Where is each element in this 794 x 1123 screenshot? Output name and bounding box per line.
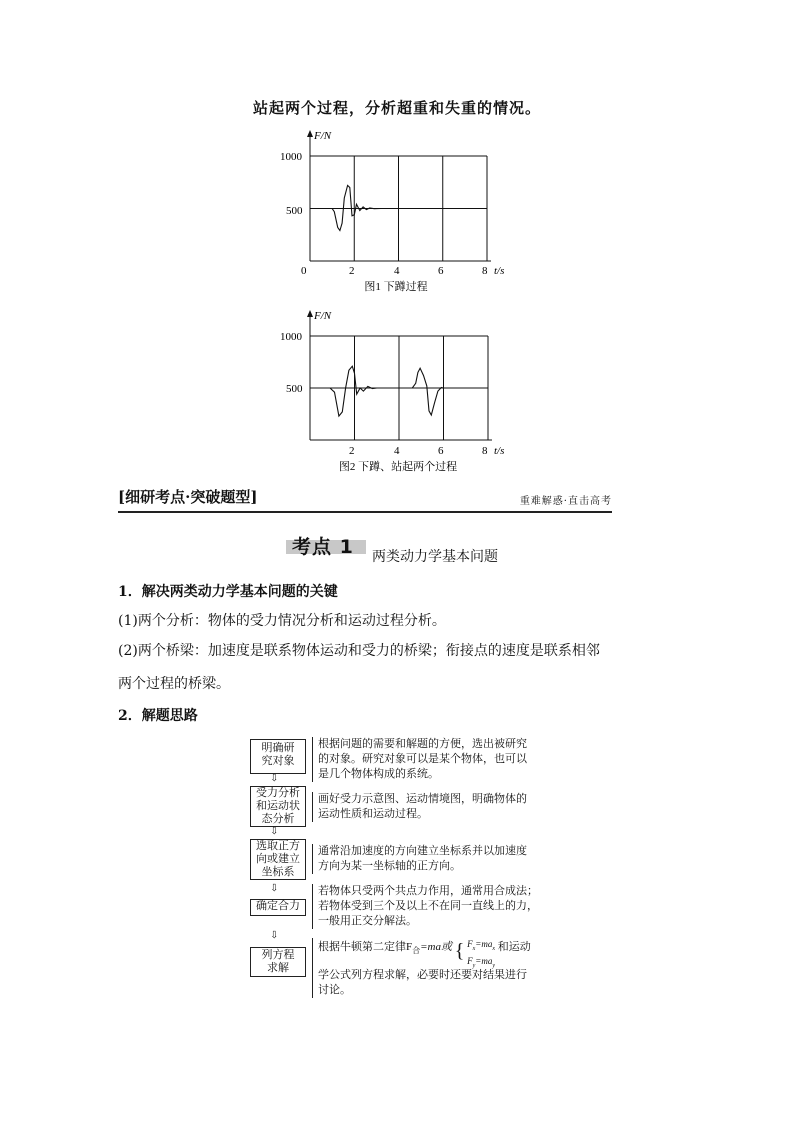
chart-caption: 图2 下蹲、站起两个过程 — [338, 461, 458, 473]
flow-box-line: 坐标系 — [261, 866, 295, 878]
desc-prefix: 根据牛顿第二定律F — [318, 941, 413, 953]
force-curve — [315, 366, 451, 416]
flow-desc-line: 的对象。研究对象可以是某个物体，也可以 — [318, 753, 527, 765]
flow-step-box — [250, 899, 306, 916]
paragraph-two-analyses: (1)两个分析：物体的受力情况分析和运动过程分析。 — [118, 613, 446, 629]
flow-desc-text — [318, 941, 452, 956]
flow-box-line: 列方程 — [261, 949, 295, 961]
topic-title: 两类动力学基本问题 — [372, 549, 498, 565]
flow-desc-line: 画好受力示意图、运动情境图，明确物体的 — [318, 793, 527, 805]
x-tick-label: 8 — [482, 265, 488, 277]
flow-desc-line: 根据问题的需要和解题的方便，选出被研究 — [318, 738, 527, 750]
flow-box-line: 选取正方 — [256, 840, 300, 852]
section-title: [细研考点·突破题型] — [118, 488, 258, 506]
x-tick-label: 2 — [349, 265, 355, 277]
flow-step-box — [250, 839, 306, 880]
flow-box-line: 明确研 — [261, 742, 295, 754]
down-arrow-icon: ⇩ — [270, 930, 279, 941]
paragraph-two-bridges-line1: (2)两个桥梁：加速度是联系物体运动和受力的桥梁；衔接点的速度是联系相邻 — [118, 643, 600, 659]
x-axis-label: t/s — [494, 265, 505, 277]
flow-box-line: 究对象 — [261, 755, 295, 767]
flow-desc-line: 一般用正交分解法。 — [318, 915, 417, 927]
y-tick-label: 1000 — [280, 151, 302, 163]
equation-system — [467, 938, 495, 972]
y-axis-arrow — [307, 310, 313, 317]
intro-text: 站起两个过程，分析超重和失重的情况。 — [252, 99, 541, 117]
y-axis-arrow — [307, 130, 313, 137]
down-arrow-icon: ⇩ — [270, 773, 279, 784]
flow-desc-line: 方向为某一坐标轴的正方向。 — [318, 860, 461, 872]
flow-box-line: 态分析 — [261, 813, 295, 825]
down-arrow-icon: ⇩ — [270, 826, 279, 837]
flow-box-line: 求解 — [267, 962, 289, 974]
equation-x: $F_x=ma_x$ — [467, 939, 496, 952]
flow-box-line: 确定合力 — [256, 900, 300, 912]
flow-desc-line: 讨论。 — [318, 984, 351, 996]
section-subtitle: 重难解惑·直击高考 — [519, 496, 612, 507]
x-axis-label: t/s — [494, 445, 505, 457]
badge-label: 考点 1 — [292, 536, 354, 558]
chart-caption: 图1 下蹲过程 — [364, 281, 428, 293]
heading-key-points: 1．解决两类动力学基本问题的关键 — [118, 584, 338, 600]
force-time-chart-squat-stand — [270, 308, 520, 476]
chart-grid — [307, 130, 491, 261]
y-tick-label: 1000 — [280, 331, 302, 343]
newton-law-line — [318, 938, 568, 968]
equation-y: $F_y=ma_y$ — [467, 955, 496, 969]
flow-box-line: 向或建立 — [256, 853, 300, 865]
paragraph-two-bridges-line2: 两个过程的桥梁。 — [118, 676, 230, 692]
left-brace: { — [454, 940, 465, 962]
flow-box-line: 和运动状 — [256, 800, 300, 812]
flow-step-desc — [312, 844, 568, 874]
flow-step-desc — [312, 792, 568, 822]
x-tick-label: 2 — [349, 445, 355, 457]
force-curve — [319, 185, 399, 230]
flow-step-desc — [312, 938, 568, 998]
flow-step-desc — [312, 884, 568, 929]
flow-step-box — [250, 739, 306, 774]
y-tick-label: 500 — [286, 383, 303, 395]
y-axis-label: F/N — [314, 130, 332, 142]
y-axis-label: F/N — [314, 310, 332, 322]
flow-desc-line: 学公式列方程求解，必要时还要对结果进行 — [318, 969, 527, 981]
flow-box-line: 受力分析 — [256, 787, 300, 799]
flow-step-box — [250, 786, 306, 827]
x-tick-label: 6 — [438, 445, 444, 457]
y-tick-label: 500 — [286, 205, 303, 217]
topic-badge — [286, 532, 366, 560]
force-time-chart-squat — [270, 128, 520, 294]
chart-grid — [307, 310, 492, 440]
x-tick-label: 6 — [438, 265, 444, 277]
flow-desc-line: 运动性质和运动过程。 — [318, 808, 428, 820]
x-tick-label: 8 — [482, 445, 488, 457]
flow-desc-line: 通常沿加速度的方向建立坐标系并以加速度 — [318, 845, 527, 857]
section-header — [118, 485, 612, 513]
flow-desc-line: 是几个物体构成的系统。 — [318, 768, 439, 780]
flow-desc-line: 若物体只受两个共点力作用，通常用合成法； — [318, 885, 538, 897]
heading-solution-approach: 2．解题思路 — [118, 708, 198, 724]
x-tick-label: 4 — [394, 265, 400, 277]
flow-step-desc — [312, 737, 568, 782]
down-arrow-icon: ⇩ — [270, 883, 279, 894]
flow-desc-line: 若物体受到三个及以上不在同一直线上的力， — [318, 900, 538, 912]
x-tick-label: 4 — [394, 445, 400, 457]
desc-subscript: 合 — [412, 946, 421, 956]
desc-tail: 和运动 — [497, 941, 531, 953]
flow-step-box — [250, 947, 306, 977]
desc-mid: =ma或 — [420, 941, 452, 953]
origin-label: 0 — [301, 265, 307, 277]
